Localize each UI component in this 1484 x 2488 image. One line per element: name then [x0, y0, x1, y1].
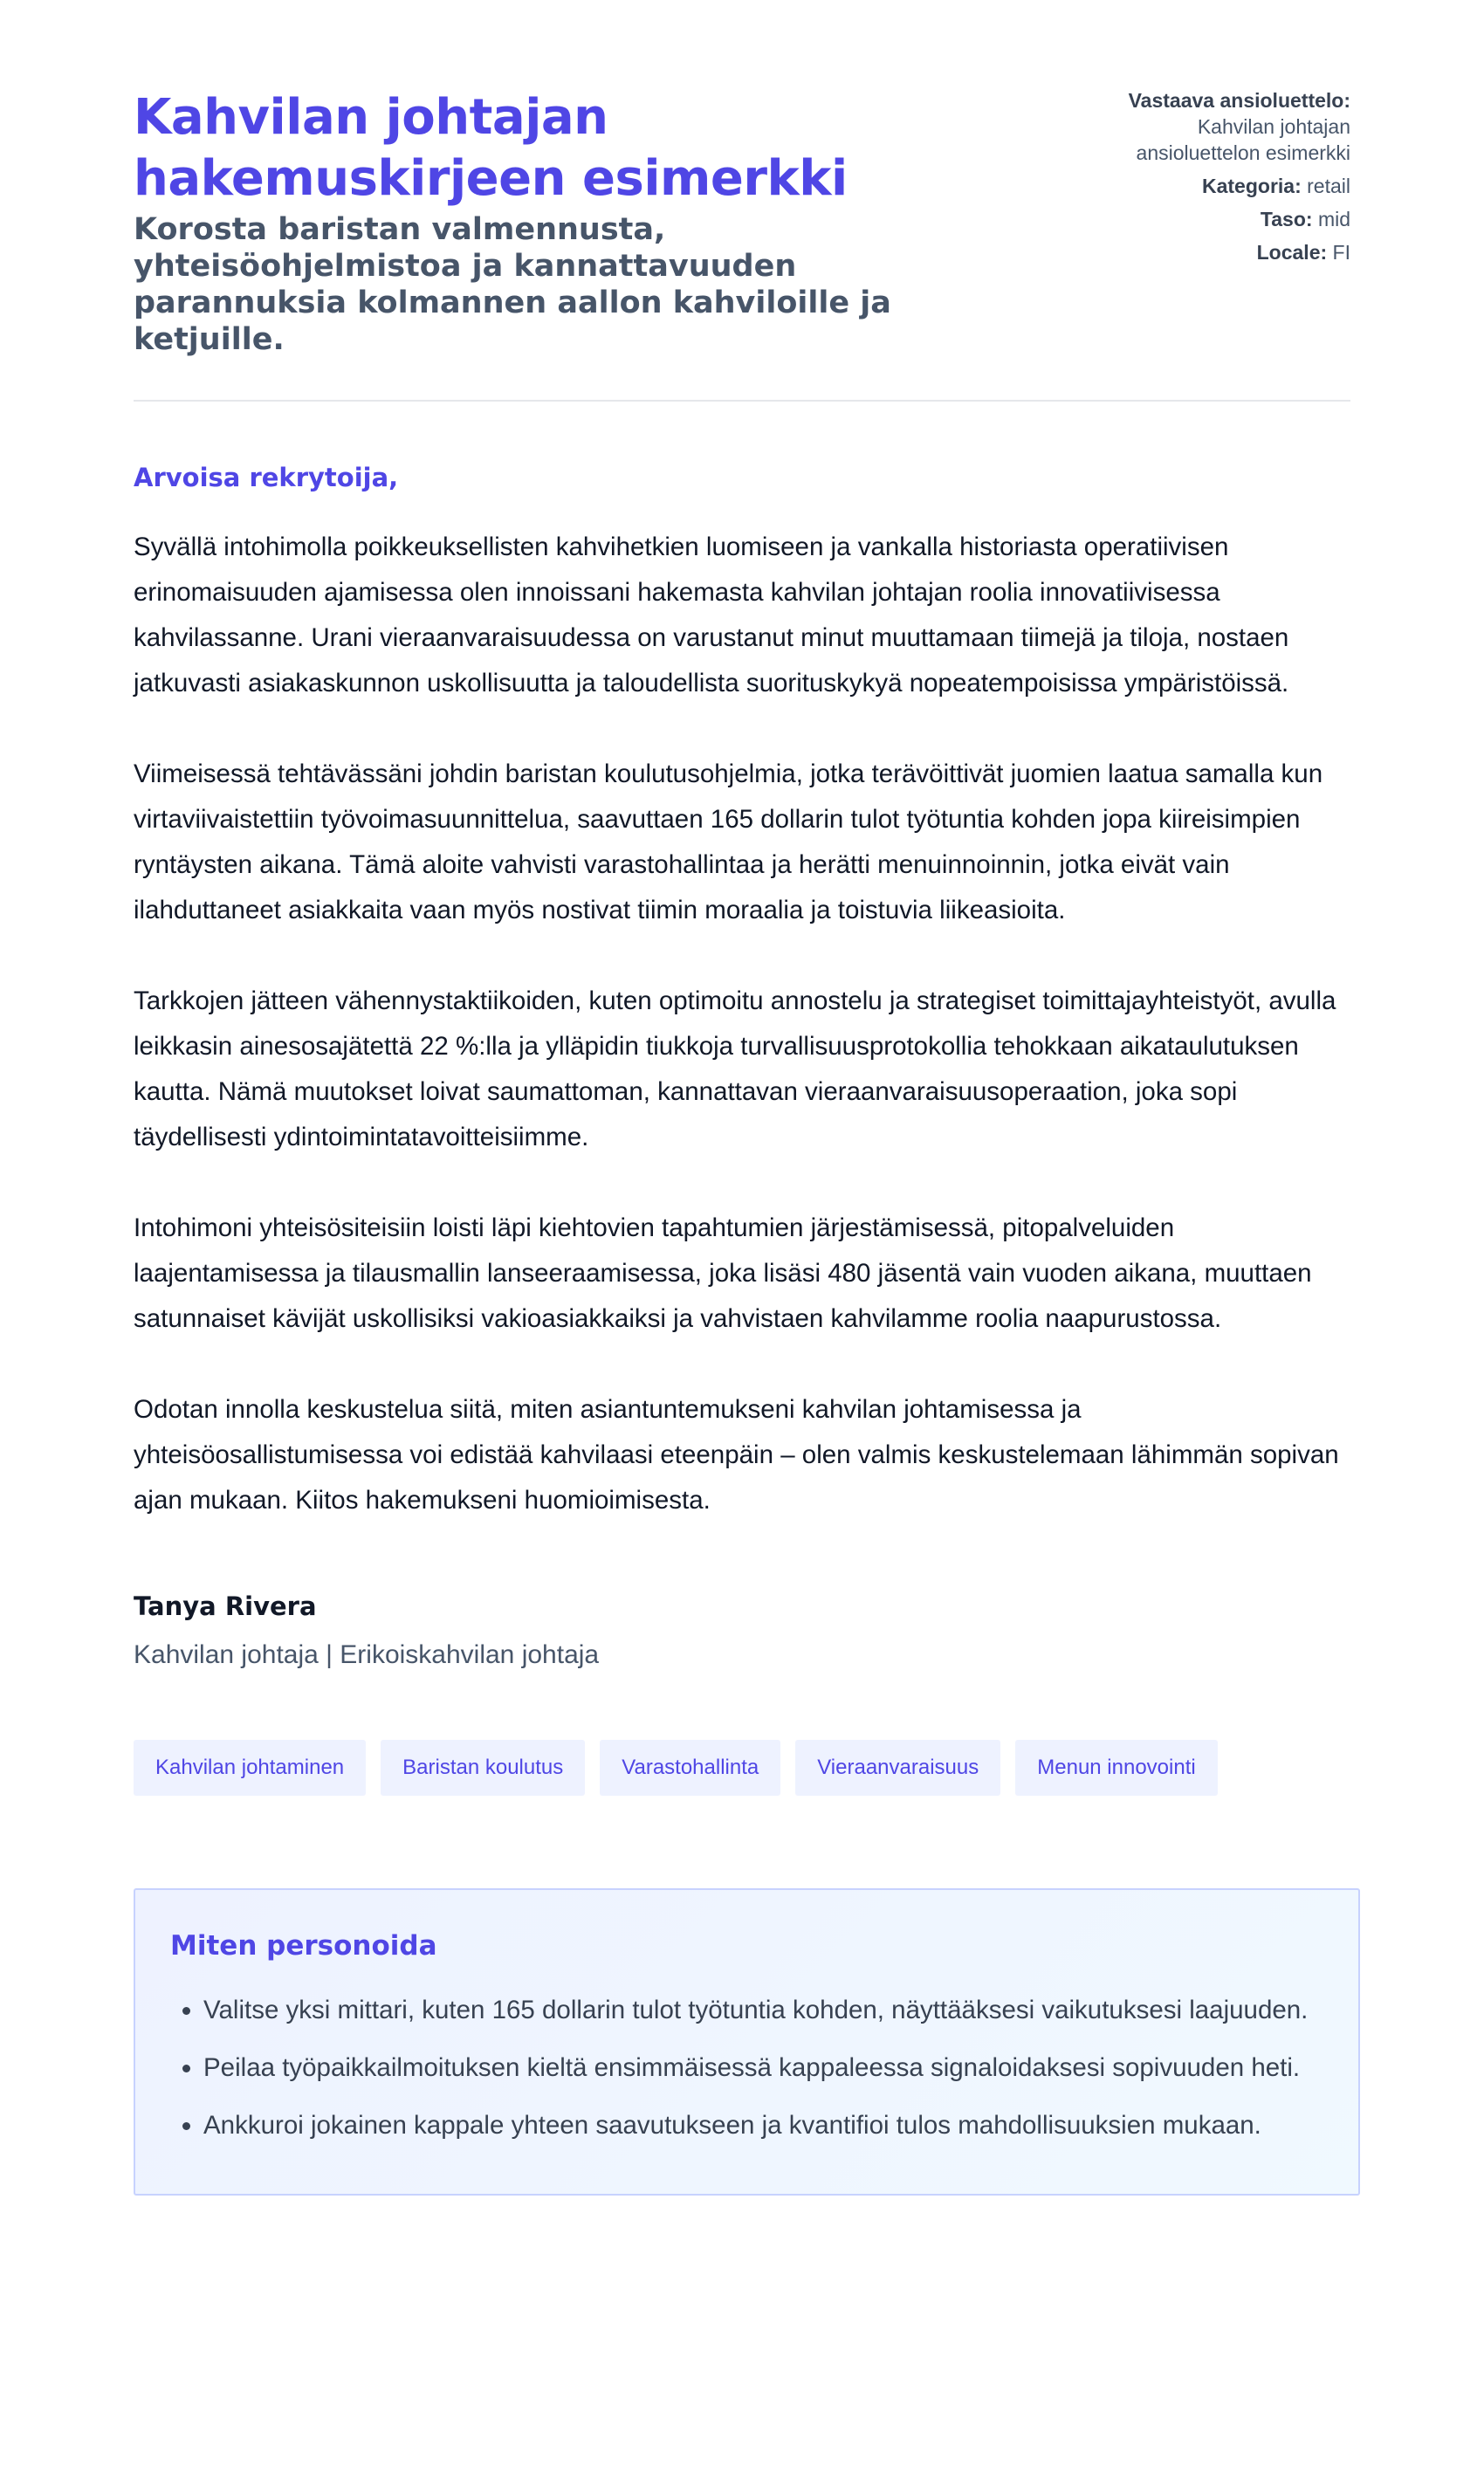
meta-locale-value: FI	[1332, 241, 1350, 264]
page-subtitle: Korosta baristan valmennusta, yhteisöohjelmistoa ja kannattavuuden parannuksia kolmannen aallon kahviloille ja ketjuille.	[134, 212, 891, 357]
signature-block	[134, 1591, 1350, 1670]
meta-panel	[1071, 87, 1350, 272]
tips-list	[170, 1988, 1323, 2148]
meta-resume-link[interactable]: Kahvilan johtajan ansioluettelon esimerkki	[1136, 115, 1350, 164]
meta-category-value: retail	[1307, 175, 1350, 197]
tips-title: Miten personoida	[170, 1930, 437, 1962]
meta-resume	[1071, 87, 1350, 166]
letter-paragraph: Odotan innolla keskustelua siitä, miten asiantuntemukseni kahvilan johtamisessa ja yhteisöosallistumisessa voi edistää kahvilaasi eteenpäin – olen valmis keskustelemaan lähimmän sopivan ajan mukaan. Kiitos hakemukseni huomioimisesta.	[134, 1395, 1339, 1515]
meta-locale-label: Locale:	[1256, 241, 1328, 264]
salutation: Arvoisa rekrytoija,	[134, 463, 399, 492]
meta-level	[1071, 206, 1350, 232]
letter-paragraph: Tarkkojen jätteen vähennystaktiikoiden, kuten optimoitu annostelu ja strategiset toimittajayhteistyöt, avulla leikkasin ainesosajätettä 22 %:lla ja ylläpidin tiukkoja turvallisuusprotokollia tehokkaan aikataulutuksen kautta. Nämä muutokset loivat saumattoman, kannattavan vieraanvaraisuusoperaation, joka sopi täydellisesti ydintoimintatavoitteisiimme.	[134, 986, 1336, 1151]
signature-title: Kahvilan johtaja | Erikoiskahvilan johtaja	[134, 1640, 600, 1669]
tip-item: • Ankkuroi jokainen kappale yhteen saavutukseen ja kvantifioi tulos mahdollisuuksien mukaan.	[203, 2103, 1323, 2148]
meta-level-label: Taso:	[1260, 208, 1313, 230]
skill-tag[interactable]: Vieraanvaraisuus	[795, 1740, 1000, 1796]
skill-tags	[134, 1740, 1350, 1796]
letter-paragraph: Viimeisessä tehtävässäni johdin baristan koulutusohjelmia, jotka terävöittivät juomien laatua samalla kun virtaviivaistettiin työvoimasuunnittelua, saavuttaen 165 dollarin tulot työtuntia kohden jopa kiireisimpien ryntäysten aikana. Tämä aloite vahvisti varastohallintaa ja herätti menuinnoinnin, jotka eivät vain ilahduttaneet asiakkaita vaan myös nostivat tiimin moraalia ja toistuvia liikeasioita.	[134, 759, 1323, 924]
skill-tag[interactable]: Menun innovointi	[1015, 1740, 1217, 1796]
tip-item: • Peilaa työpaikkailmoituksen kieltä ensimmäisessä kappaleessa signaloidaksesi sopivuuden heti.	[203, 2045, 1323, 2091]
letter-paragraph: Intohimoni yhteisösiteisiin loisti läpi kiehtovien tapahtumien järjestämisessä, pitopalveluiden laajentamisessa ja tilausmallin lanseeraamisessa, joka lisäsi 480 jäsentä vain vuoden aikana, muuttaen satunnaiset kävijät uskollisiksi vakioasiakkaiksi ja vahvistaen kahvilamme roolia naapurustossa.	[134, 1213, 1312, 1333]
personalization-tips	[134, 1888, 1360, 2196]
letter-body	[134, 525, 1350, 1523]
letter-paragraph: Syvällä intohimolla poikkeuksellisten kahvihetkien luomiseen ja vankalla historiasta operatiivisen erinomaisuuden ajamisessa olen innoissani hakemasta kahvilan johtajan roolia innovatiivisessa kahvilassanne. Urani vieraanvaraisuudessa on varustanut minut muuttamaan tiimejä ja tiloja, nostaen jatkuvasti asiakaskunnon uskollisuutta ja taloudellista suorituskykyä nopeatempoisissa ympäristöissä.	[134, 533, 1289, 698]
skill-tag[interactable]: Baristan koulutus	[381, 1740, 585, 1796]
page-title: Kahvilan johtajan hakemuskirjeen esimerkki	[134, 89, 848, 207]
skill-tag[interactable]: Varastohallinta	[600, 1740, 780, 1796]
tip-item: • Valitse yksi mittari, kuten 165 dollarin tulot työtuntia kohden, näyttääksesi vaikutuksesi laajuuden.	[203, 1988, 1323, 2033]
meta-resume-label: Vastaava ansioluettelo:	[1128, 89, 1350, 112]
meta-level-value: mid	[1317, 208, 1350, 230]
meta-locale	[1071, 239, 1350, 265]
signature-name: Tanya Rivera	[134, 1591, 317, 1621]
meta-category	[1071, 173, 1350, 199]
page-header	[134, 87, 1350, 402]
skill-tag[interactable]: Kahvilan johtaminen	[134, 1740, 366, 1796]
meta-category-label: Kategoria:	[1202, 175, 1302, 197]
header-title-block	[134, 87, 963, 358]
